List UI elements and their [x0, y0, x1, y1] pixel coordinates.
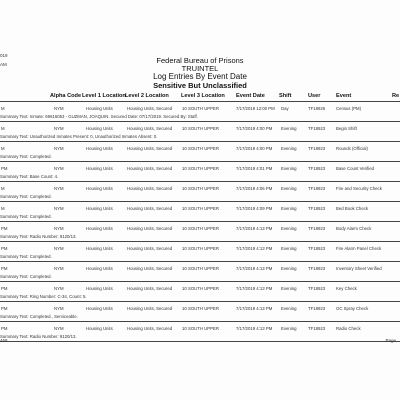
- entry-level2: Housing Units, Secured: [127, 306, 173, 311]
- report-title: Log Entries By Event Date: [153, 72, 247, 81]
- entry-date: 7/17/2019 4:13 PM: [236, 306, 273, 311]
- row-divider: [0, 161, 400, 162]
- entry-level3: 10 SOUTH UPPER: [182, 306, 220, 311]
- row-divider: [0, 281, 400, 282]
- entry-summary: Summary Text: Completed.: [0, 154, 52, 159]
- entry-shift: Evening: [281, 246, 297, 251]
- entry-prefix: PM: [1, 246, 8, 251]
- entry-level2: Housing Units, Secured: [127, 146, 173, 151]
- row-divider: [0, 261, 400, 262]
- entry-summary: Summary Text: Completed.: [0, 254, 52, 259]
- column-header: Level 1 Location: [82, 93, 126, 99]
- column-header: Shift: [279, 93, 292, 99]
- entry-event: Radio Check: [336, 326, 361, 331]
- entry-summary: Summary Text: Completed.: [0, 194, 52, 199]
- entry-summary: Summary Text: Inmate: 69616053 - GUZMAN, JOAQUIN. Secured Date: 07/17/2019. Secured By: Staff.: [0, 114, 198, 119]
- entry-level1: Housing Units: [86, 306, 113, 311]
- footer-code: 468: [0, 338, 8, 343]
- entry-summary: Summary Text: Base Count: 4.: [0, 174, 59, 179]
- entry-level3: 10 SOUTH UPPER: [182, 246, 220, 251]
- column-header: Re: [392, 93, 400, 99]
- page-label: Page: [385, 338, 396, 343]
- entry-user: TF18923: [308, 206, 326, 211]
- entry-event: Fire and Security Check: [336, 186, 382, 191]
- entry-level3: 10 SOUTH UPPER: [182, 326, 220, 331]
- entry-user: TF18923: [308, 166, 326, 171]
- entry-level3: 10 SOUTH UPPER: [182, 206, 220, 211]
- classification-label: Sensitive But Unclassified: [153, 81, 247, 90]
- entry-event: Fire Alarm Panel Check: [336, 246, 382, 251]
- entry-shift: Evening: [281, 306, 297, 311]
- entry-summary: Summary Text: Completed.: [0, 274, 52, 279]
- entry-event: Body Alarm Check: [336, 226, 372, 231]
- entry-shift: Evening: [281, 146, 297, 151]
- agency-title: Federal Bureau of Prisons: [156, 56, 244, 65]
- entry-alpha: NYM: [54, 306, 64, 311]
- entry-event: Base Count Verified: [336, 166, 374, 171]
- entry-summary: Summary Text: Completed., Serviceable.: [0, 314, 78, 319]
- entry-level2: Housing Units, Secured: [127, 206, 173, 211]
- entry-user: TF18923: [308, 306, 326, 311]
- entry-shift: Evening: [281, 126, 297, 131]
- entry-date: 7/17/2019 12:00 PM: [236, 106, 275, 111]
- entry-level2: Housing Units, Secured: [127, 166, 173, 171]
- entry-event: Begin Shift: [336, 126, 357, 131]
- entry-shift: Evening: [281, 226, 297, 231]
- column-header: Event: [336, 93, 352, 99]
- entry-prefix: PM: [1, 266, 8, 271]
- entry-shift: Evening: [281, 286, 297, 291]
- entry-alpha: NYM: [54, 126, 64, 131]
- entry-summary: Summary Text: Unauthorized Inmates Present: 0, Unauthorized Inmates Absent: 0.: [0, 134, 158, 139]
- row-divider: [0, 241, 400, 242]
- entry-shift: Day: [281, 106, 289, 111]
- entry-level3: 10 SOUTH UPPER: [182, 126, 220, 131]
- row-divider: [0, 181, 400, 182]
- column-header: Level 2 Location: [125, 93, 169, 99]
- entry-summary: Summary Text: Radio Number: 9120/13.: [0, 334, 77, 339]
- entry-shift: Evening: [281, 206, 297, 211]
- entry-user: TF18923: [308, 146, 326, 151]
- entry-prefix: PM: [1, 286, 8, 291]
- entry-alpha: NYM: [54, 106, 64, 111]
- entry-event: Key Check: [336, 286, 357, 291]
- entry-shift: Evening: [281, 326, 297, 331]
- row-divider: [0, 141, 400, 142]
- entry-shift: Evening: [281, 186, 297, 191]
- header-divider: [0, 101, 400, 102]
- entry-user: TF18923: [308, 326, 326, 331]
- entry-level2: Housing Units, Secured: [127, 246, 173, 251]
- column-header: User: [308, 93, 321, 99]
- entry-level2: Housing Units, Secured: [127, 126, 173, 131]
- entry-alpha: NYM: [54, 266, 64, 271]
- row-divider: [0, 201, 400, 202]
- entry-level1: Housing Units: [86, 166, 113, 171]
- row-divider: [0, 301, 400, 302]
- entry-user: TF18923: [308, 246, 326, 251]
- entry-alpha: NYM: [54, 286, 64, 291]
- entry-user: TF18926: [308, 106, 326, 111]
- row-divider: [0, 221, 400, 222]
- entry-event: Bed Book Check: [336, 206, 369, 211]
- entry-level2: Housing Units, Secured: [127, 186, 173, 191]
- entry-level2: Housing Units, Secured: [127, 286, 173, 291]
- entry-alpha: NYM: [54, 186, 64, 191]
- entry-level1: Housing Units: [86, 286, 113, 291]
- entry-date: 7/17/2019 4:09 PM: [236, 206, 273, 211]
- entry-event: OC Spray Check: [336, 306, 369, 311]
- entry-date: 7/17/2019 4:13 PM: [236, 246, 273, 251]
- entry-prefix: M: [1, 146, 5, 151]
- entry-level1: Housing Units: [86, 186, 113, 191]
- entry-user: TF18923: [308, 286, 326, 291]
- entry-event: Rounds (Official): [336, 146, 368, 151]
- print-time-fragment: AM: [0, 62, 7, 67]
- entry-level1: Housing Units: [86, 206, 113, 211]
- entry-date: 7/17/2019 4:13 PM: [236, 286, 273, 291]
- entry-shift: Evening: [281, 266, 297, 271]
- row-divider: [0, 341, 400, 342]
- entry-level3: 10 SOUTH UPPER: [182, 166, 220, 171]
- column-header: Event Date: [236, 93, 265, 99]
- entry-user: TF18923: [308, 186, 326, 191]
- entry-summary: Summary Text: Ring Number: C-34, Count: 5.: [0, 294, 87, 299]
- column-header: Level 3 Location: [181, 93, 225, 99]
- entry-level1: Housing Units: [86, 326, 113, 331]
- entry-summary: Summary Text: Completed.: [0, 214, 52, 219]
- entry-user: TF18923: [308, 266, 326, 271]
- entry-prefix: M: [1, 126, 5, 131]
- entry-prefix: M: [1, 206, 5, 211]
- column-header: Alpha Code: [50, 93, 82, 99]
- row-divider: [0, 121, 400, 122]
- entry-date: 7/17/2019 4:01 PM: [236, 166, 273, 171]
- row-divider: [0, 321, 400, 322]
- entry-level2: Housing Units, Secured: [127, 226, 173, 231]
- entry-alpha: NYM: [54, 166, 64, 171]
- entry-level1: Housing Units: [86, 226, 113, 231]
- entry-summary: Summary Text: Radio Number: 9120/13.: [0, 234, 77, 239]
- entry-date: 7/17/2019 4:13 PM: [236, 226, 273, 231]
- entry-prefix: M: [1, 186, 5, 191]
- entry-prefix: M: [1, 106, 5, 111]
- entry-alpha: NYM: [54, 226, 64, 231]
- entry-level3: 10 SOUTH UPPER: [182, 286, 220, 291]
- entry-level2: Housing Units, Secured: [127, 326, 173, 331]
- entry-prefix: PM: [1, 326, 8, 331]
- entry-level3: 10 SOUTH UPPER: [182, 266, 220, 271]
- entry-level1: Housing Units: [86, 146, 113, 151]
- entry-date: 7/17/2019 4:13 PM: [236, 266, 273, 271]
- entry-level2: Housing Units, Secured: [127, 106, 173, 111]
- system-title: TRUINTEL: [181, 64, 219, 73]
- entry-level1: Housing Units: [86, 246, 113, 251]
- entry-date: 7/17/2019 4:13 PM: [236, 326, 273, 331]
- entry-date: 7/17/2019 4:00 PM: [236, 126, 273, 131]
- print-date-fragment: 019: [0, 53, 8, 58]
- entry-level1: Housing Units: [86, 106, 113, 111]
- entry-prefix: PM: [1, 166, 8, 171]
- entry-prefix: PM: [1, 226, 8, 231]
- entry-level1: Housing Units: [86, 126, 113, 131]
- entry-level3: 10 SOUTH UPPER: [182, 226, 220, 231]
- entry-alpha: NYM: [54, 246, 64, 251]
- entry-prefix: PM: [1, 306, 8, 311]
- entry-event: Census (PM): [336, 106, 362, 111]
- entry-level2: Housing Units, Secured: [127, 266, 173, 271]
- entry-level3: 10 SOUTH UPPER: [182, 106, 220, 111]
- entry-alpha: NYM: [54, 206, 64, 211]
- entry-date: 7/17/2019 4:00 PM: [236, 146, 273, 151]
- entry-level3: 10 SOUTH UPPER: [182, 186, 220, 191]
- entry-user: TF18923: [308, 126, 326, 131]
- entry-alpha: NYM: [54, 146, 64, 151]
- entry-shift: Evening: [281, 166, 297, 171]
- entry-user: TF18923: [308, 226, 326, 231]
- entry-alpha: NYM: [54, 326, 64, 331]
- entry-event: Inventory Sheet Verified: [336, 266, 382, 271]
- entry-level1: Housing Units: [86, 266, 113, 271]
- entry-level3: 10 SOUTH UPPER: [182, 146, 220, 151]
- entry-date: 7/17/2019 4:06 PM: [236, 186, 273, 191]
